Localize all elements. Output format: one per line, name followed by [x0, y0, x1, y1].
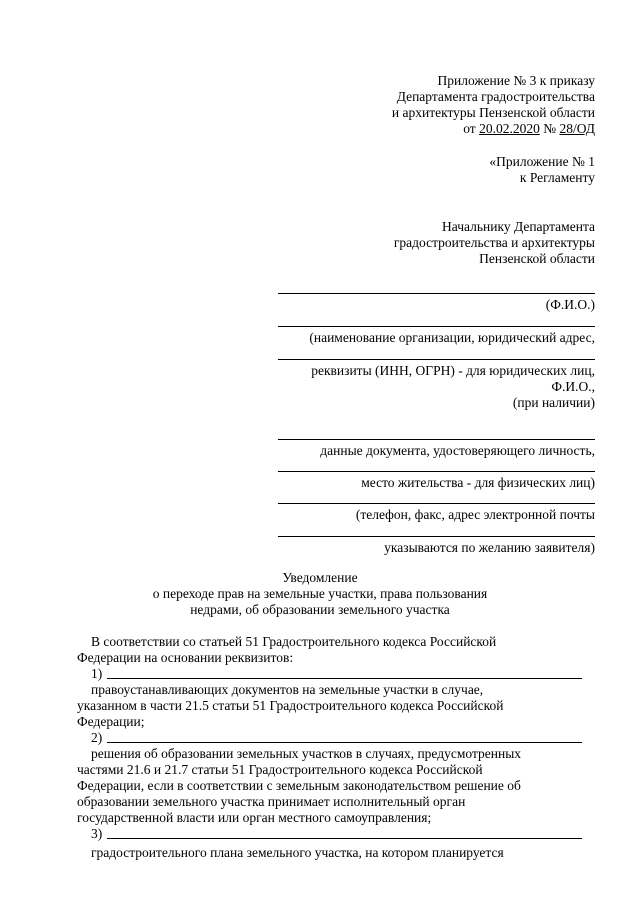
item-2-number: 2) — [91, 730, 103, 745]
item-1-line-1: правоустанавливающих документов на земельные участки в случае, — [91, 682, 484, 697]
addressee-line-3: Пензенской области — [479, 251, 595, 266]
if-any-caption: (при наличии) — [512, 395, 595, 410]
optional-caption: указываются по желанию заявителя) — [384, 540, 595, 555]
appendix-line-1: Приложение № 3 к приказу — [437, 73, 595, 88]
intro-line-2: Федерации на основании реквизитов: — [77, 650, 294, 665]
requisites-caption: реквизиты (ИНН, ОГРН) - для юридических лиц, — [311, 363, 595, 378]
fio-blank-line — [278, 293, 595, 294]
contacts-blank-line — [278, 503, 595, 504]
item-3-blank-row — [77, 826, 582, 842]
item-2-line-1: решения об образовании земельных участков в случаях, предусмотренных — [91, 746, 522, 761]
item-2-blank-line — [107, 742, 582, 743]
optional-blank-line — [278, 536, 595, 537]
residence-blank-line — [278, 471, 595, 472]
item-2-blank-row — [77, 730, 582, 746]
order-reference — [463, 121, 595, 137]
contacts-caption: (телефон, факс, адрес электронной почты — [355, 507, 595, 522]
id-doc-caption: данные документа, удостоверяющего личность, — [320, 443, 595, 458]
appendix-line-3: и архитектуры Пензенской области — [391, 105, 595, 120]
item-1-line-3: Федерации; — [77, 714, 145, 729]
addressee-line-1: Начальнику Департамента — [442, 219, 595, 234]
id-doc-blank-line — [278, 439, 595, 440]
org-caption: (наименование организации, юридический адрес, — [309, 330, 595, 345]
regulation-appendix-line-1: «Приложение № 1 — [489, 154, 595, 169]
addressee-line-2: градостроительства и архитектуры — [393, 235, 595, 250]
order-date: 20.02.2020 — [479, 121, 540, 136]
residence-caption: место жительства - для физических лиц) — [361, 475, 595, 490]
fio-caption: (Ф.И.О.) — [545, 297, 595, 312]
item-3-line-1: градостроительного плана земельного участка, на котором планируется — [91, 845, 504, 860]
item-1-number: 1) — [91, 666, 103, 681]
order-prefix: от — [463, 121, 476, 136]
notice-subtitle-line-1: о переходе прав на земельные участки, права пользования — [152, 586, 488, 601]
intro-line-1: В соответствии со статьей 51 Градостроительного кодекса Российской — [91, 634, 497, 649]
item-1-blank-line — [107, 678, 582, 679]
item-2-line-5: государственной власти или орган местного самоуправления; — [77, 810, 432, 825]
regulation-appendix-line-2: к Регламенту — [519, 170, 595, 185]
item-2-line-3: Федерации, если в соответствии с земельным законодательством решение об — [77, 778, 521, 793]
org-blank-line — [278, 326, 595, 327]
item-2-line-4: образовании земельного участка принимает исполнительный орган — [77, 794, 466, 809]
fio2-caption: Ф.И.О., — [551, 379, 595, 394]
item-3-blank-line — [107, 838, 582, 839]
order-number-sign: № — [543, 121, 557, 136]
appendix-line-2: Департамента градостроительства — [396, 89, 595, 104]
item-3-number: 3) — [91, 826, 103, 841]
item-1-line-2: указанном в части 21.5 статьи 51 Градостроительного кодекса Российской — [77, 698, 504, 713]
notice-subtitle-line-2: недрами, об образовании земельного участка — [190, 602, 450, 617]
order-number: 28/ОД — [559, 121, 595, 136]
notice-title: Уведомление — [282, 570, 358, 585]
item-1-blank-row — [77, 666, 582, 682]
requisites-blank-line — [278, 359, 595, 360]
item-2-line-2: частями 21.6 и 21.7 статьи 51 Градостроительного кодекса Российской — [77, 762, 483, 777]
